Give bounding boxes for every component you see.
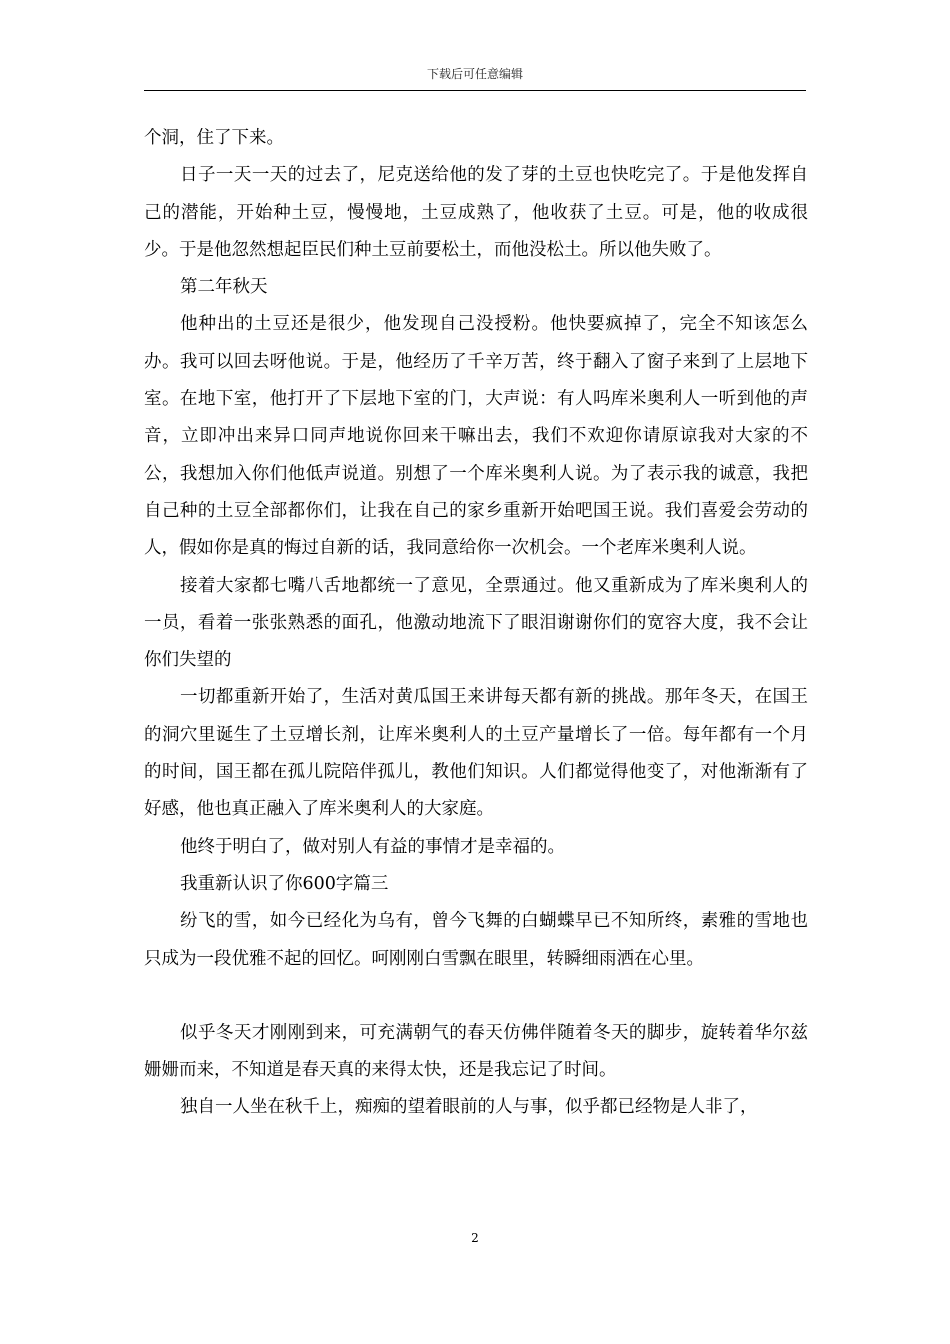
page-number: 2 [471,1231,479,1245]
paragraph: 个洞，住了下来。 [144,128,284,148]
paragraph: 他种出的土豆还是很少，他发现自己没授粉。他快要疯掉了，完全不知该怎么办。我可以回去呀他说。于是，他经历了千辛万苦，终于翻入了窗子来到了上层地下室。在地下室，他打开了下层地下室的门，大声说：有人吗库米奥利人一听到他的声音，立即冲出来异口同声地说你回来干嘛出去，我们不欢迎你请原谅我对大家的不公，我想加入你们他低声说道。别想了一个库米奥利人说。为了表示我的诚意，我把自己种的土豆全部都你们，让我在自己的家乡重新开始吧国王说。我们喜爱会劳动的人，假如你是真的悔过自新的话，我同意给你一次机会。一个老库米奥利人说。 [144,314,808,559]
paragraph: 纷飞的雪，如今已经化为乌有，曾今飞舞的白蝴蝶早已不知所终，素雅的雪地也只成为一段优雅不起的回忆。呵刚刚白雪飘在眼里，转瞬细雨洒在心里。 [144,911,808,969]
section-heading: 第二年秋天 [180,277,268,298]
paragraph: 似乎冬天才刚刚到来，可充满朝气的春天仿佛伴随着冬天的脚步，旋转着华尔兹姗姗而来，不知道是春天真的来得太快，还是我忘记了时间。 [144,1022,808,1081]
paragraph: 他终于明白了，做对别人有益的事情才是幸福的。 [180,836,565,857]
paragraph: 接着大家都七嘴八舌地都统一了意见，全票通过。他又重新成为了库米奥利人的一员，看着一张张熟悉的面孔，他激动地流下了眼泪谢谢你们的宽容大度，我不会让你们失望的 [144,575,808,671]
section-heading: 我重新认识了你600字篇三 [180,873,389,894]
page-header: 下载后可任意编辑 [426,67,523,81]
document-body [144,120,808,1127]
paragraph: 日子一天一天的过去了，尼克送给他的发了芽的土豆也快吃完了。于是他发挥自己的潜能，开始种土豆，慢慢地，土豆成熟了，他收获了土豆。可是，他的收成很少。于是他忽然想起臣民们种土豆前要松土，而他没松土。所以他失败了。 [144,165,808,260]
paragraph: 独自一人坐在秋千上，痴痴的望着眼前的人与事，似乎都已经物是人非了， [180,1097,758,1118]
header-rule [144,90,806,91]
paragraph: 一切都重新开始了，生活对黄瓜国王来讲每天都有新的挑战。那年冬天，在国王的洞穴里诞生了土豆增长剂，让库米奥利人的土豆产量增长了一倍。每年都有一个月的时间，国王都在孤儿院陪伴孤儿，教他们知识。人们都觉得他变了，对他渐渐有了好感，他也真正融入了库米奥利人的大家庭。 [144,687,808,820]
